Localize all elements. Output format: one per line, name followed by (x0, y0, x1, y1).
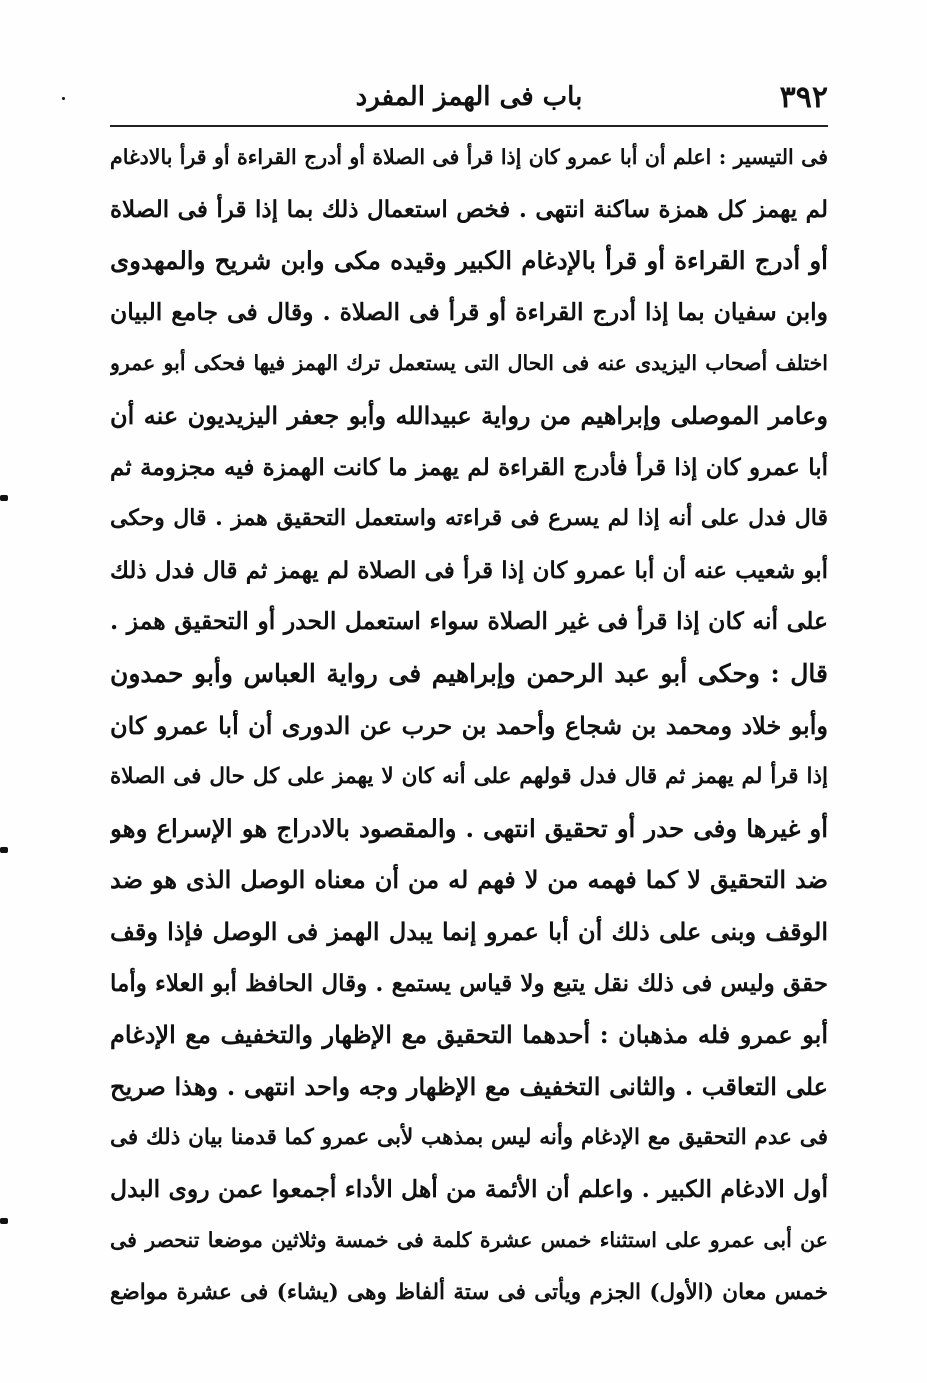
body-text (110, 132, 828, 1319)
text-line: أبو شعيب عنه أن أبا عمرو كان إذا قرأ فى الصلاة لم يهمز ثم قال فدل ذلك (110, 556, 828, 584)
text-line: أو أدرج القراءة أو قرأ بالإدغام الكبير وقيده مكى وابن شريح والمهدوى (110, 246, 828, 276)
text-line: خمس معان (الأول) الجزم ويأتى فى ستة ألفاظ وهى (يشاء) فى عشرة مواضع (110, 1280, 828, 1306)
text-line: أو غيرها وفى حدر أو تحقيق انتهى . والمقصود بالادراج هو الإسراع وهو (110, 813, 828, 843)
text-line: إذا قرأ لم يهمز ثم قال فدل قولهم على أنه كان لا يهمز على كل حال فى الصلاة (110, 764, 828, 790)
text-line: الوقف وبنى على ذلك أن أبا عمرو إنما يبدل الهمز فى الوصل فإذا وقف (110, 916, 828, 946)
text-line: فى التيسير : اعلم أن أبا عمرو كان إذا قرأ فى الصلاة أو أدرج القراءة أو قرأ بالادغام (110, 145, 828, 169)
text-line: أبا عمرو كان إذا قرأ فأدرج القراءة لم يهمز ما كانت الهمزة فيه مجزومة ثم (110, 453, 828, 481)
scan-mark (0, 847, 8, 853)
text-line: وأبو خلاد ومحمد بن شجاع وأحمد بن حرب عن الدورى أن أبا عمرو كان (110, 710, 828, 740)
text-line: على التعاقب . والثانى التخفيف مع الإظهار وجه واحد انتهى . وهذا صريح (110, 1071, 828, 1101)
text-line: عن أبى عمرو على استثناء خمس عشرة كلمة فى خمسة وثلاثين موضعا تنحصر فى (110, 1228, 828, 1253)
scan-mark (0, 1218, 8, 1224)
text-line: قال : وحكى أبو عبد الرحمن وإبراهيم فى رواية العباس وأبو حمدون (110, 658, 828, 688)
text-line: حقق وليس فى ذلك نقل يتبع ولا قياس يستمع . وقال الحافظ أبو العلاء وأما (110, 969, 828, 997)
scan-mark (0, 495, 8, 501)
scan-dot (62, 97, 65, 100)
text-line: أول الادغام الكبير . واعلم أن الأئمة من أهل الأداء أجمعوا عمن روى البدل (110, 1174, 828, 1203)
text-line: قال فدل على أنه إذا لم يسرع فى قراءته واستعمل التحقيق همز . قال وحكى (110, 505, 828, 532)
running-title: باب فى الهمز المفرد (355, 82, 583, 112)
text-line: وعامر الموصلى وإبراهيم من رواية عبيدالله وأبو جعفر اليزيديون عنه أن (110, 400, 828, 430)
text-line: على أنه كان إذا قرأ فى غير الصلاة سواء استعمل الحدر أو التحقيق همز . (110, 607, 828, 636)
text-line: فى عدم التحقيق مع الإدغام وأنه ليس بمذهب لأبى عمرو كما قدمنا بيان ذلك فى (110, 1125, 828, 1151)
text-line: لم يهمز كل همزة ساكنة انتهى . فخص استعمال ذلك بما إذا قرأ فى الصلاة (110, 195, 828, 223)
page-header (110, 78, 828, 116)
text-line: ضد التحقيق لا كما فهمه من لا فهم له من أن معناه الوصل الذى هو ضد (110, 865, 828, 895)
text-line: أبو عمرو فله مذهبان : أحدهما التحقيق مع الإظهار والتخفيف مع الإدغام (110, 1020, 828, 1050)
text-line: اختلف أصحاب اليزيدى عنه فى الحال التى يستعمل ترك الهمز فيها فحكى أبو عمرو (110, 351, 828, 376)
header-rule (110, 125, 828, 127)
text-line: وابن سفيان بما إذا أدرج القراءة أو قرأ فى الصلاة . وقال فى جامع البيان (110, 297, 828, 326)
page-number: ٣٩٢ (779, 80, 828, 115)
